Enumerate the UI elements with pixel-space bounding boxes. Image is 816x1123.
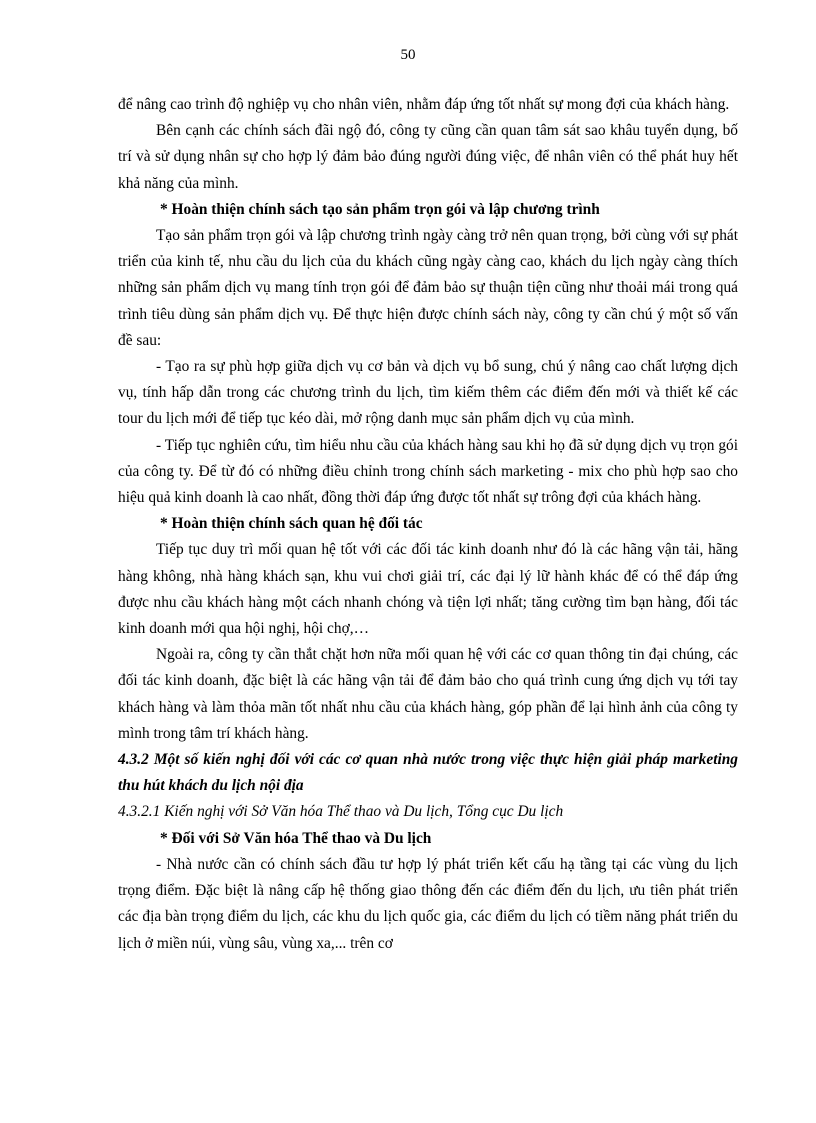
bullet-service-fit: - Tạo ra sự phù hợp giữa dịch vụ cơ bản và dịch vụ bổ sung, chú ý nâng cao chất lượng dịch vụ, tính hấp dẫn trong các chương trình du lịch, tìm kiếm thêm các điểm đến mới và thiết kế các tour du lịch mới để tiếp tục kéo dài, mở rộng danh mục sản phẩm dịch vụ của mình. [118,358,738,428]
bullet-research-needs: - Tiếp tục nghiên cứu, tìm hiểu nhu cầu của khách hàng sau khi họ đã sử dụng dịch vụ trọn gói của công ty. Để từ đó có những điều chỉnh trong chính sách marketing - mix cho phù hợp sao cho hiệu quả kinh doanh là cao nhất, đồng thời đáp ứng được tốt nhất sự trông đợi của khách hàng. [118,436,738,507]
document-body [118,92,738,957]
paragraph-partners: Tiếp tục duy trì mối quan hệ tốt với các đối tác kinh doanh như đó là các hãng vận tải, hãng hàng không, nhà hàng khách sạn, khu vui chơi giải trí, các đại lý lữ hành khác để có thể đáp ứng được nhu cầu khách hàng một cách nhanh chóng và tiện lợi nhất; tăng cường tìm bạn hàng, đối tác kinh doanh mới qua hội nghị, hội chợ,… [118,541,738,638]
subheading-partner-policy: * Hoàn thiện chính sách quan hệ đối tác [160,515,423,533]
subheading-package-policy: * Hoàn thiện chính sách tạo sản phẩm trọn gói và lập chương trình [160,200,600,218]
section-heading-4-3-2-1: 4.3.2.1 Kiến nghị với Sở Văn hóa Thể thao và Du lịch, Tổng cục Du lịch [118,803,564,821]
paragraph-staffing: Bên cạnh các chính sách đãi ngộ đó, công ty cũng cần quan tâm sát sao khâu tuyển dụng, bố trí và sử dụng nhân sự cho hợp lý đảm bảo đúng người đúng việc, để nhân viên có thể phát huy hết khả năng của mình. [118,122,738,192]
paragraph-package-intro: Tạo sản phẩm trọn gói và lập chương trình ngày càng trở nên quan trọng, bởi cùng với sự phát triển của kinh tế, nhu cầu du lịch của du khách cũng ngày càng cao, khách du lịch ngày càng thích những sản phẩm dịch vụ mang tính trọn gói để đảm bảo sự thuận tiện cũng như thoải mái trong quá trình tiêu dùng sản phẩm dịch vụ. Để thực hiện được chính sách này, công ty cần chú ý một số vấn đề sau: [118,227,738,349]
paragraph-continuation: để nâng cao trình độ nghiệp vụ cho nhân viên, nhằm đáp ứng tốt nhất sự mong đợi của khách hàng. [118,96,730,113]
section-heading-4-3-2: 4.3.2 Một số kiến nghị đối với các cơ quan nhà nước trong việc thực hiện giải pháp marketing thu hút khách du lịch nội địa [118,751,738,795]
page-number: 50 [400,47,416,63]
paragraph-media-relations: Ngoài ra, công ty cần thắt chặt hơn nữa mối quan hệ với các cơ quan thông tin đại chúng, các đối tác kinh doanh, đặc biệt là các hãng vận tải để đảm bảo cho quá trình cung ứng dịch vụ tới tay khách hàng và làm thỏa mãn tốt nhất nhu cầu của khách hàng, góp phần để lại hình ảnh của công ty mình trong tâm trí khách hàng. [118,646,738,742]
bullet-infrastructure: - Nhà nước cần có chính sách đầu tư hợp lý phát triển kết cấu hạ tầng tại các vùng du lịch trọng điểm. Đặc biệt là nâng cấp hệ thống giao thông đến các điểm đến du lịch, ưu tiên phát triển các địa bàn trọng điểm du lịch, các khu du lịch quốc gia, các điểm du lịch có tiềm năng phát triển du lịch ở miền núi, vùng sâu, vùng xa,... trên cơ [118,855,738,952]
subheading-department-culture: * Đối với Sở Văn hóa Thể thao và Du lịch [160,829,432,847]
